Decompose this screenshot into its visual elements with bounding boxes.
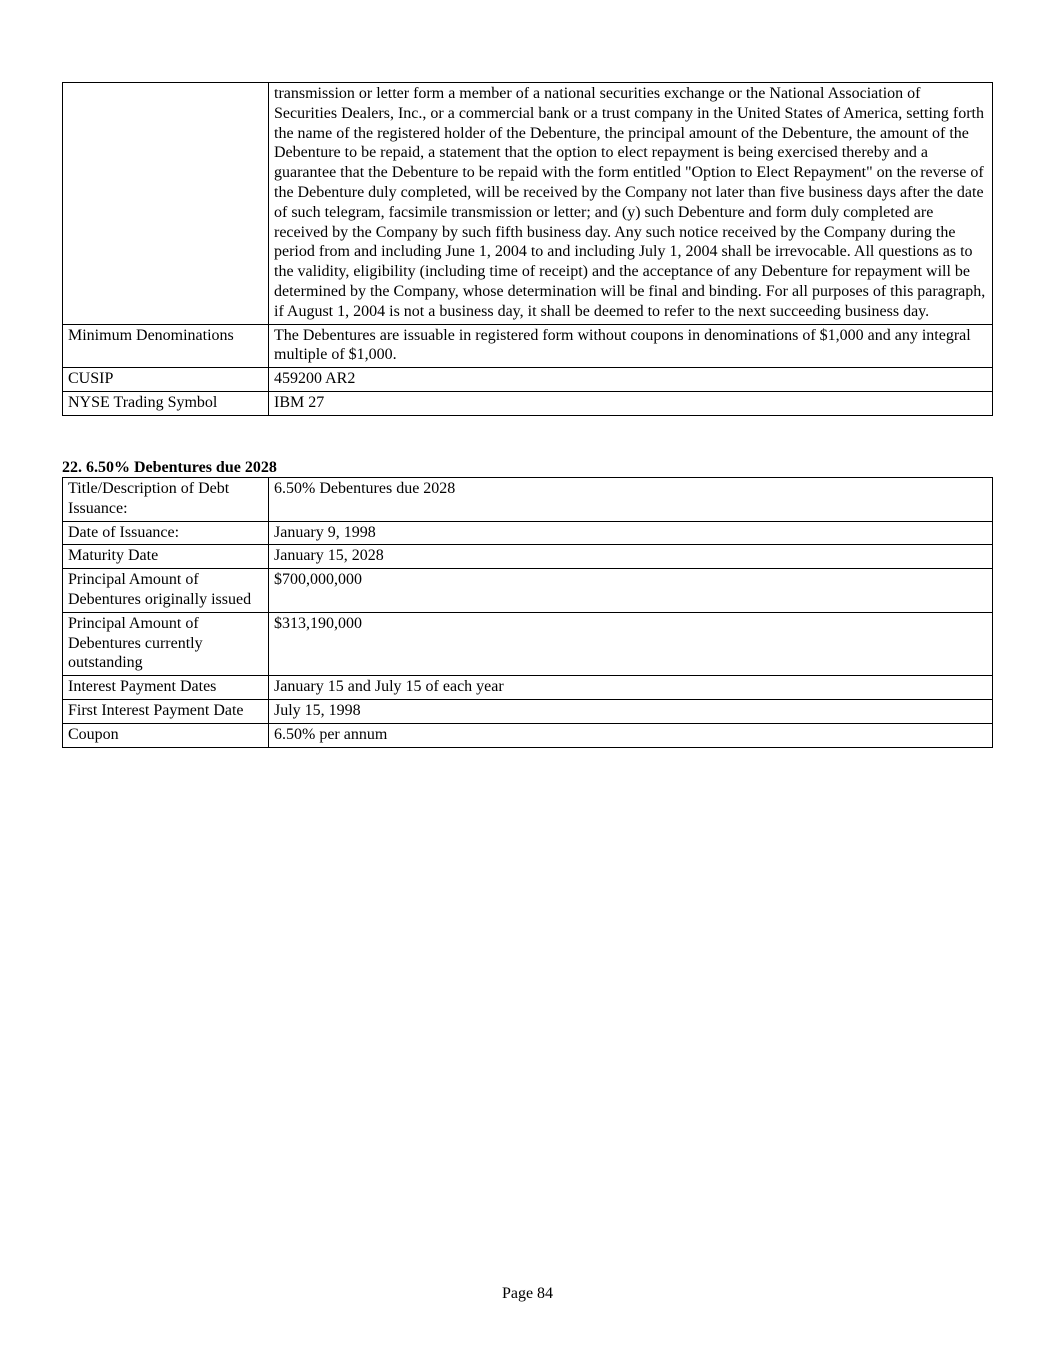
row-value: July 15, 1998 [269,699,993,723]
section-heading: 22. 6.50% Debentures due 2028 [62,459,277,476]
row-label: Interest Payment Dates [63,676,269,700]
table-row [63,612,993,675]
table-row [63,391,993,415]
row-value: The Debentures are issuable in registered form without coupons in denominations of $1,000 and any integral multiple of $1,000. [269,324,993,368]
row-label: CUSIP [63,368,269,392]
row-label: Minimum Denominations [63,324,269,368]
row-value: January 15, 2028 [269,545,993,569]
row-value: transmission or letter form a member of a national securities exchange or the National Association of Securities Dealers, Inc., or a commercial bank or a trust company in the United States of America, setting forth the name of the registered holder of the Debenture, the principal amount of the Debenture, the amount of the Debenture to be repaid, a statement that the option to elect repayment is being exercised thereby and a guarantee that the Debenture to be repaid with the form entitled "Option to Elect Repayment" on the reverse of the Debenture duly completed, will be received by the Company not later than five business days after the date of such telegram, facsimile transmission or letter; and (y) such Debenture and form duly completed are received by the Company by such fifth business day. Any such notice received by the Company during the period from and including June 1, 2004 to and including July 1, 2004 shall be irrevocable. All questions as to the validity, eligibility (including time of receipt) and the acceptance of any Debenture for repayment will be determined by the Company, whose determination will be final and binding. For all purposes of this paragraph, if August 1, 2004 is not a business day, it shall be deemed to refer to the next succeeding business day. [269,83,993,325]
table-row [63,569,993,613]
row-value: 459200 AR2 [269,368,993,392]
row-label: Coupon [63,723,269,747]
row-label: Title/Description of Debt Issuance: [63,478,269,522]
row-label: Maturity Date [63,545,269,569]
row-value: IBM 27 [269,391,993,415]
row-value: $700,000,000 [269,569,993,613]
row-label: Principal Amount of Debentures currently outstanding [63,612,269,675]
table-row [63,521,993,545]
row-label: Date of Issuance: [63,521,269,545]
table-row [63,676,993,700]
row-value: 6.50% Debentures due 2028 [269,478,993,522]
row-label [63,83,269,325]
table-row [63,368,993,392]
row-label: NYSE Trading Symbol [63,391,269,415]
row-label: Principal Amount of Debentures originally issued [63,569,269,613]
page-number: Page 84 [501,1285,554,1302]
row-value: 6.50% per annum [269,723,993,747]
table-row [63,723,993,747]
continued-terms-table [62,82,993,416]
row-value: January 15 and July 15 of each year [269,676,993,700]
debenture-terms-table [62,477,993,748]
table-row [63,324,993,368]
row-value: January 9, 1998 [269,521,993,545]
table-row [63,83,993,325]
row-value: $313,190,000 [269,612,993,675]
table-row [63,545,993,569]
table-row [63,699,993,723]
row-label: First Interest Payment Date [63,699,269,723]
table-row [63,478,993,522]
